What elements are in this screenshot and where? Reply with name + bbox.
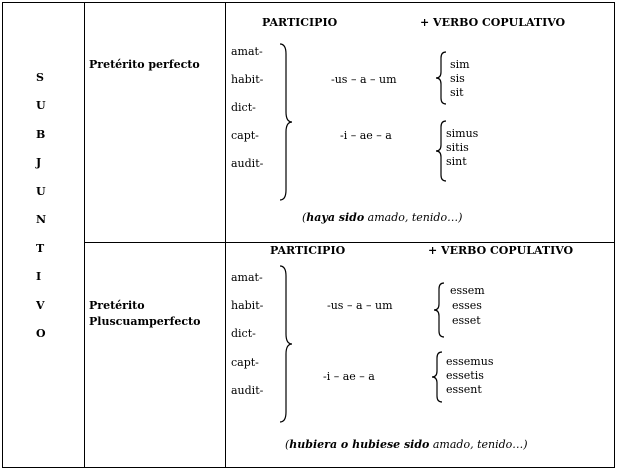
table-border-top — [2, 2, 615, 3]
copula-form: sim — [450, 58, 470, 71]
copula-form: simus — [446, 127, 479, 140]
brace-stems-perfecto — [278, 44, 294, 200]
column-header-verbo-copulativo: + VERBO COPULATIVO — [420, 16, 566, 29]
translation-note-pluscuamperfecto: (hubiera o hubiese sido amado, tenido…) — [285, 438, 528, 451]
participle-stem: dict- — [231, 101, 256, 114]
mood-letter: T — [36, 242, 45, 255]
table-border-bottom — [2, 467, 615, 468]
column-divider-1 — [84, 2, 85, 468]
brace-singular-pluscuamperfecto — [434, 283, 446, 337]
participle-stem: audit- — [231, 157, 264, 170]
tense-label-pluscuamperfecto-line2: Pluscuamperfecto — [89, 315, 201, 328]
tense-label-pluscuamperfecto-line1: Pretérito — [89, 299, 145, 312]
copula-form: sis — [450, 72, 465, 85]
tense-label-perfecto: Pretérito perfecto — [89, 58, 200, 71]
mood-letter: O — [36, 327, 46, 340]
brace-plural-pluscuamperfecto — [432, 352, 444, 402]
table-border-right — [614, 2, 615, 468]
column-divider-2 — [225, 2, 226, 468]
participle-stem: audit- — [231, 384, 264, 397]
participle-stem: capt- — [231, 356, 259, 369]
copula-form: esses — [452, 299, 482, 312]
ending-plural: -i – ae – a — [323, 370, 375, 383]
mood-letter: B — [36, 128, 46, 141]
mood-letter: U — [36, 99, 46, 112]
mood-letter: V — [36, 299, 45, 312]
ending-singular: -us – a – um — [327, 299, 393, 312]
column-header-participio: PARTICIPIO — [270, 244, 346, 257]
brace-stems-pluscuamperfecto — [278, 266, 294, 422]
column-header-verbo-copulativo: + VERBO COPULATIVO — [428, 244, 574, 257]
mood-letter: N — [36, 213, 47, 226]
row-divider — [84, 242, 615, 243]
column-header-participio: PARTICIPIO — [262, 16, 338, 29]
table-border-left — [2, 2, 3, 468]
mood-letter: J — [36, 156, 42, 169]
participle-stem: habit- — [231, 73, 264, 86]
copula-form: sitis — [446, 141, 469, 154]
copula-form: sint — [446, 155, 467, 168]
copula-form: sit — [450, 86, 464, 99]
brace-singular-perfecto — [436, 52, 448, 104]
copula-form: esset — [452, 314, 481, 327]
participle-stem: habit- — [231, 299, 264, 312]
mood-letter: U — [36, 185, 46, 198]
mood-letter: S — [36, 71, 44, 84]
copula-form: essetis — [446, 369, 484, 382]
translation-note-perfecto: (haya sido amado, tenido…) — [302, 211, 463, 224]
copula-form: essent — [446, 383, 482, 396]
copula-form: essem — [450, 284, 485, 297]
mood-letter: I — [36, 270, 42, 283]
participle-stem: amat- — [231, 271, 263, 284]
copula-form: essemus — [446, 355, 494, 368]
participle-stem: dict- — [231, 327, 256, 340]
participle-stem: capt- — [231, 129, 259, 142]
ending-plural: -i – ae – a — [340, 129, 392, 142]
ending-singular: -us – a – um — [331, 73, 397, 86]
participle-stem: amat- — [231, 45, 263, 58]
